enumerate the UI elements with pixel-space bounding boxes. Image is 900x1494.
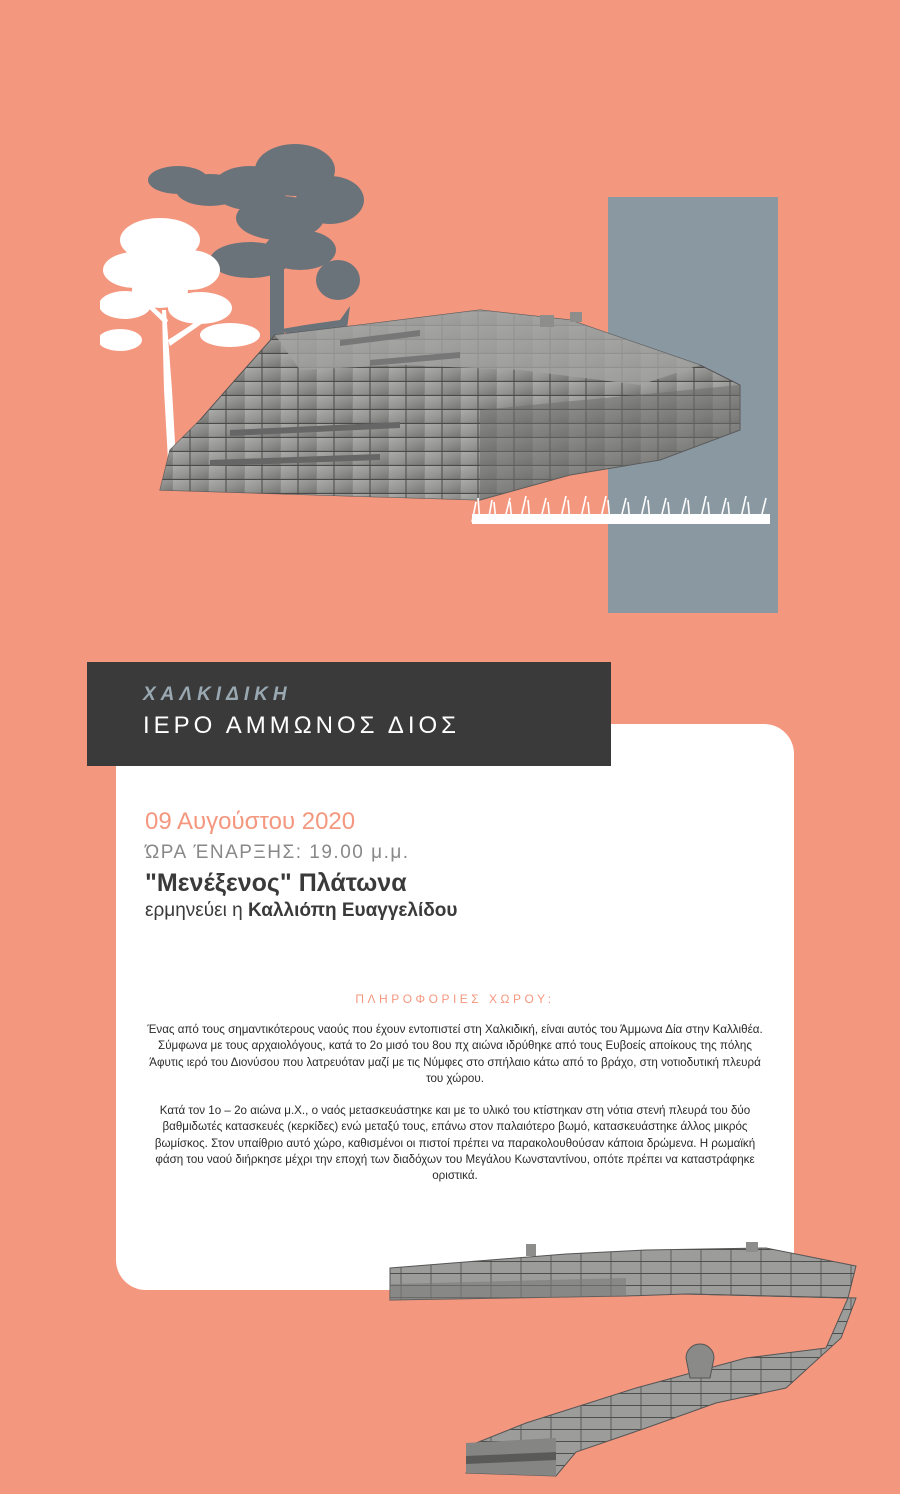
title-bar — [87, 662, 611, 766]
region-title: ΧΑΛΚΙΔΙΚΗ — [143, 684, 292, 705]
event-start-time: ΏΡΑ ΈΝΑΡΞΗΣ: 19.00 μ.μ. — [145, 842, 410, 863]
event-title: "Μενέξενος" Πλάτωνα — [145, 869, 407, 897]
info-heading: ΠΛΗΡΟΦΟΡΙΕΣ ΧΩΡΟΥ: — [355, 992, 555, 1006]
info-paragraph-2: Κατά τον 1ο – 2ο αιώνα μ.Χ., ο ναός μετασκευάστηκε και με το υλικό του κτίστηκαν στη νότια στενή πλευρά του δύο βαθμιδωτές κατασκευές (κερκίδες) ενώ μεταξύ τους, επάνω στον παλαιότερο βωμό, κατασκευάστηκε άλλος μικρός βωμίσκος. Στον υπαίθριο αυτό χώρο, καθισμένοι οι πιστοί πρέπει να παρακολουθούσαν κάποια δρώμενα. Η ρωμαϊκή φάση του ναού διήρκησε μέχρι την εποχή των διαδόχων του Μεγάλου Κωνσταντίνου, οπότε πρέπει να καταστράφηκε οριστικά. — [154, 1104, 756, 1183]
info-paragraph-1: Ένας από τους σημαντικότερους ναούς που έχουν εντοπιστεί στη Χαλκιδική, είναι αυτός του Άμμωνα Δία στην Καλλιθέα. Σύμφωνα με τους αρχαιολόγους, κατά το 2ο μισό του 8ου πχ αιώνα ιδρύθηκε από τους Ευβοείς αποίκους της πόλης Άφυτις ιερό του Διονύσου που λατρευόταν μαζί με τις Νύμφες στο σπήλαιο κάτω από το βράχο, στη νοτιοδυτική πλευρά του χώρου. — [147, 1023, 763, 1085]
info-text — [140, 1022, 770, 1201]
event-performer — [145, 900, 457, 922]
event-date: 09 Αυγούστου 2020 — [145, 808, 356, 835]
performer-prefix: ερμηνεύει η — [145, 900, 248, 921]
site-title: ΙΕΡΟ ΑΜΜΩΝΟΣ ΔΙΟΣ — [143, 712, 461, 739]
performer-name: Καλλιόπη Ευαγγελίδου — [247, 900, 458, 921]
foundation-ruins-image — [386, 1238, 866, 1478]
hero-ruins-artwork — [100, 130, 800, 530]
